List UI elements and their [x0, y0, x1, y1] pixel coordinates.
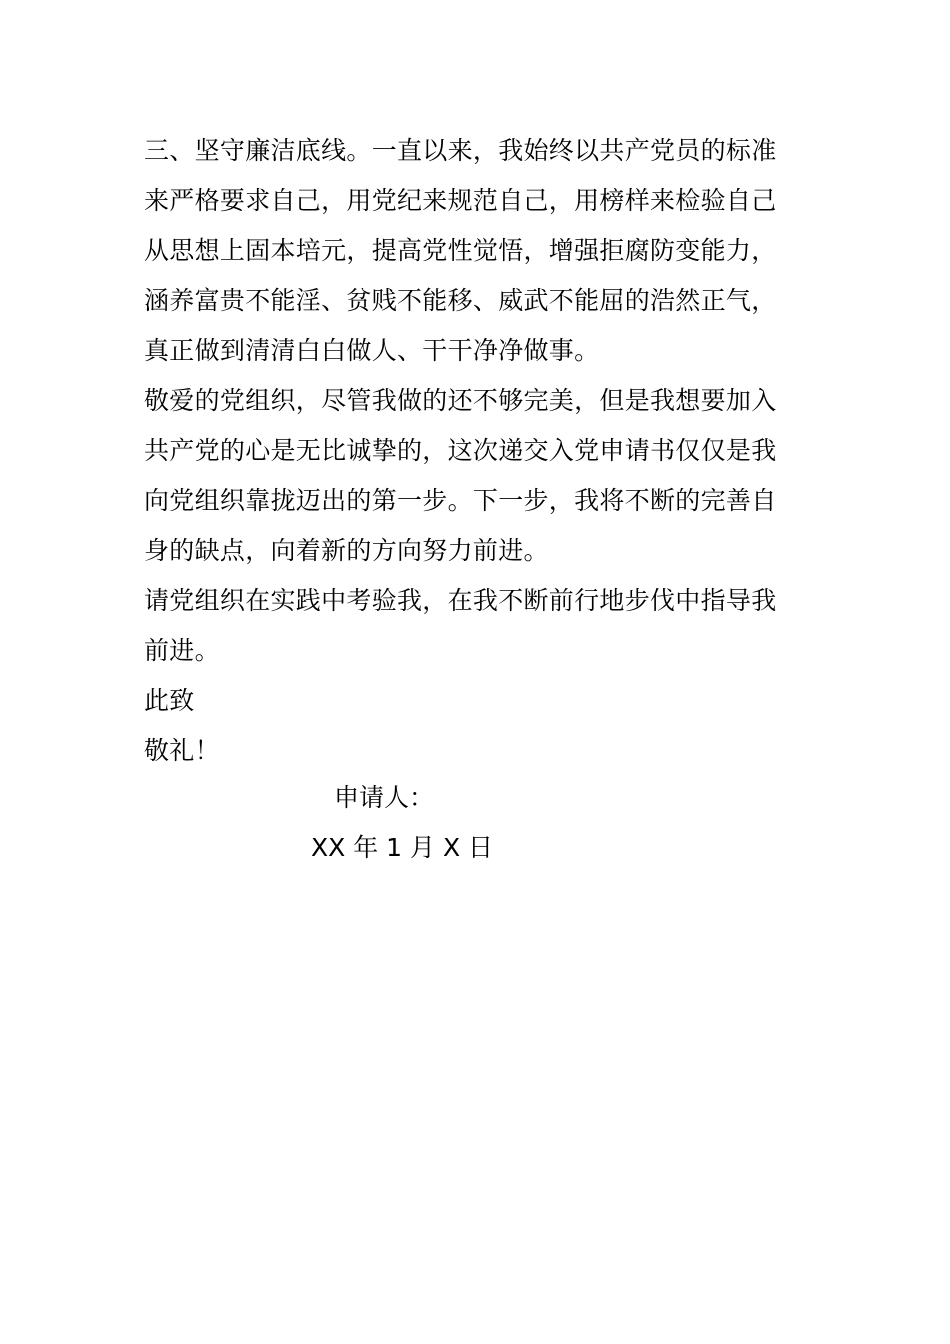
paragraph-line: 来严格要求自己，用党纪来规范自己，用榜样来检验自己 [144, 186, 777, 215]
closing-salutation: 此致 [144, 686, 195, 715]
paragraph-line: 请党组织在实践中考验我，在我不断前行地步伐中指导我 [144, 586, 777, 615]
paragraph-line: 身的缺点，向着新的方向努力前进。 [144, 536, 549, 565]
paragraph-line: 敬爱的党组织，尽管我做的还不够完美，但是我想要加入 [144, 386, 777, 415]
paragraph-line: 涵养富贵不能淫、贫贱不能移、威武不能屈的浩然正气， [144, 286, 777, 315]
paragraph-line: 前进。 [144, 636, 220, 665]
paragraph-line: 真正做到清清白白做人、干干净净做事。 [144, 336, 600, 365]
signature-date: XX 年 1 月 X 日 [311, 833, 494, 862]
paragraph-line: 从思想上固本培元，提高党性觉悟，增强拒腐防变能力， [144, 236, 777, 265]
paragraph-line: 向党组织靠拢迈出的第一步。下一步，我将不断的完善自 [144, 486, 777, 515]
letter-body [144, 126, 814, 776]
applicant-label: 申请人： [334, 783, 435, 812]
paragraph-line: 三、坚守廉洁底线。一直以来，我始终以共产党员的标准 [144, 136, 777, 165]
paragraph-line: 共产党的心是无比诚挚的，这次递交入党申请书仅仅是我 [144, 436, 777, 465]
closing-regards: 敬礼！ [144, 736, 220, 765]
